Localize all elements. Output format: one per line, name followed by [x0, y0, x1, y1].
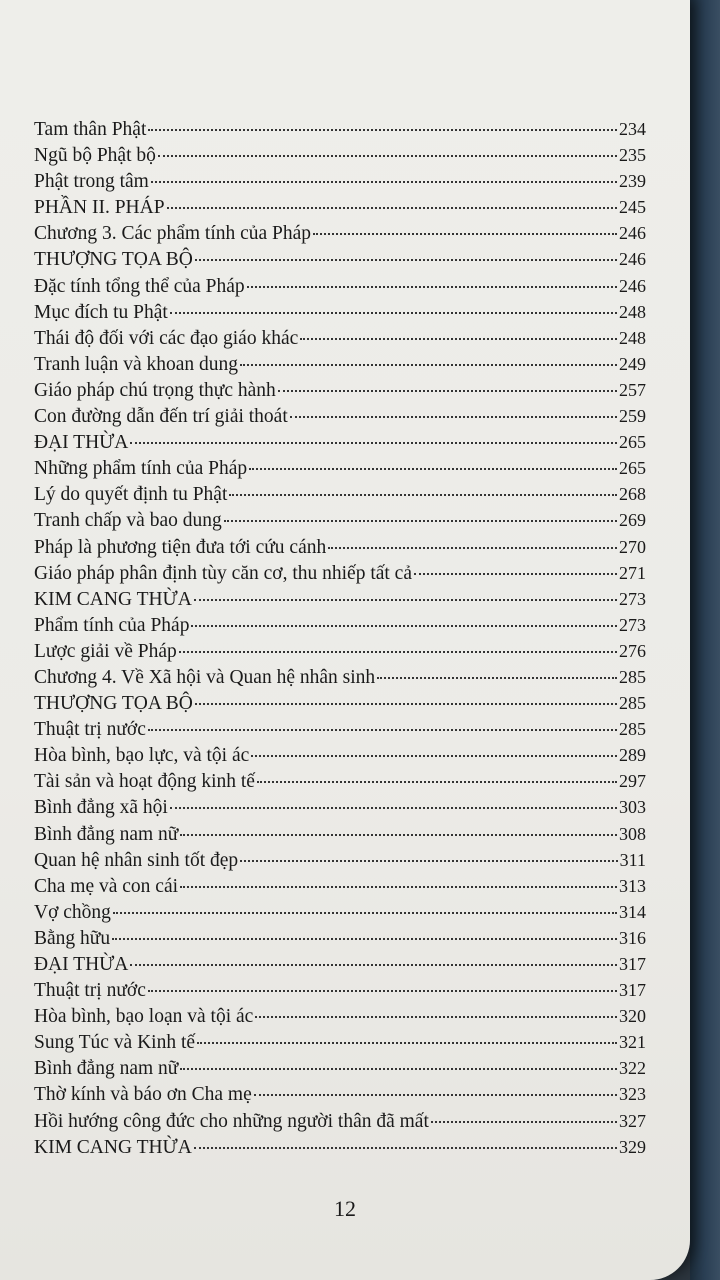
toc-entry	[34, 507, 646, 533]
dot-leader	[251, 755, 617, 757]
toc-entry-title: Bằng hữu	[34, 927, 111, 949]
toc-entry-page: 269	[619, 510, 646, 531]
toc-entry-page: 246	[619, 249, 646, 270]
toc-entry-title: Tam thân Phật	[34, 119, 147, 140]
toc-entry-title: Sung Túc và Kinh tế	[34, 1032, 196, 1054]
toc-entry-page: 248	[619, 327, 646, 348]
dot-leader	[167, 207, 617, 209]
toc-entry-title: Tài sản và hoạt động kinh tế	[34, 771, 255, 793]
toc-entry-page: 314	[619, 901, 646, 922]
toc-entry	[34, 299, 646, 325]
toc-entry	[34, 273, 646, 299]
toc-entry-page: 273	[619, 614, 646, 635]
toc-entry	[34, 951, 646, 977]
toc-entry	[34, 873, 646, 899]
toc-entry-title: Thờ kính và báo ơn Cha mẹ	[34, 1084, 252, 1106]
dot-leader	[300, 338, 617, 340]
toc-entry-page: 317	[619, 954, 646, 974]
toc-entry-title: Bình đẳng nam nữ	[34, 823, 179, 845]
toc-entry-page: 316	[619, 927, 646, 948]
dot-leader	[148, 729, 617, 731]
dot-leader	[148, 129, 617, 131]
toc-entry	[34, 742, 646, 768]
toc-entry-page: 289	[619, 745, 646, 766]
dot-leader	[224, 520, 617, 522]
toc-entry	[34, 116, 646, 142]
dot-leader	[113, 912, 617, 914]
dot-leader	[431, 1121, 617, 1123]
dot-leader	[194, 1147, 617, 1149]
toc-entry-page: 285	[619, 666, 646, 687]
dot-leader	[195, 703, 617, 705]
toc-entry-title: Thái độ đối với các đạo giáo khác	[34, 327, 299, 349]
toc-entry-page: 265	[619, 432, 646, 453]
toc-entry-title: Ngũ bộ Phật bộ	[34, 145, 156, 167]
toc-entry	[34, 1108, 646, 1134]
toc-entry	[34, 847, 646, 873]
toc-entry-page: 249	[619, 353, 646, 374]
toc-entry-title: Thuật trị nước	[34, 719, 146, 741]
toc-entry-page: 303	[619, 797, 646, 818]
toc-entry-title: Phẩm tính của Pháp	[34, 614, 190, 636]
toc-entry	[34, 220, 646, 246]
dot-leader	[240, 860, 617, 862]
toc-entry-page: 321	[619, 1032, 646, 1053]
dot-leader	[112, 938, 617, 940]
toc-entry	[34, 325, 646, 351]
toc-entry-title: Vợ chồng	[34, 901, 111, 923]
toc-entry-title: Mục đích tu Phật	[34, 301, 168, 323]
toc-entry	[34, 1003, 646, 1029]
toc-entry-title: Quan hệ nhân sinh tốt đẹp	[34, 849, 239, 871]
toc-entry-page: 308	[619, 823, 646, 844]
toc-entry	[34, 690, 646, 716]
toc-entry	[34, 716, 646, 742]
toc-entry	[34, 377, 646, 403]
dot-leader	[148, 990, 617, 992]
toc-entry-page: 317	[619, 980, 646, 1001]
toc-entry-page: 259	[619, 406, 646, 427]
toc-entry-title: Giáo pháp phân định tùy căn cơ, thu nhiếp tất cả	[34, 562, 412, 584]
toc-entry-title: Hòa bình, bạo lực, và tội ác	[34, 745, 250, 767]
dot-leader	[194, 599, 617, 601]
toc-entry-page: 246	[619, 275, 646, 296]
dot-leader	[290, 416, 617, 418]
toc-entry	[34, 194, 646, 220]
dot-leader	[170, 807, 617, 809]
toc-entry-title: Đặc tính tổng thể của Pháp	[34, 275, 245, 297]
toc-entry-page: 270	[619, 536, 646, 557]
dot-leader	[130, 964, 617, 966]
toc-entry-title: Những phẩm tính của Pháp	[34, 458, 248, 480]
toc-entry	[34, 403, 646, 429]
toc-entry	[34, 534, 646, 560]
dot-leader	[180, 1068, 617, 1070]
toc-entry-page: 268	[619, 484, 646, 505]
toc-entry-title: Cha mẹ và con cái	[34, 875, 179, 897]
toc-entry	[34, 246, 646, 272]
toc-entry	[34, 481, 646, 507]
dot-leader	[313, 233, 617, 235]
dot-leader	[247, 286, 617, 288]
toc-entry	[34, 664, 646, 690]
toc-entry-page: 297	[619, 771, 646, 792]
toc-entry	[34, 925, 646, 951]
toc-entry-page: 320	[619, 1006, 646, 1027]
dot-leader	[240, 364, 617, 366]
table-of-contents	[34, 116, 646, 1160]
toc-entry-title: Bình đẳng xã hội	[34, 797, 168, 819]
toc-entry-title: Giáo pháp chú trọng thực hành	[34, 379, 276, 401]
dot-leader	[255, 1016, 617, 1018]
toc-entry	[34, 1055, 646, 1081]
toc-entry-title: Hồi hướng công đức cho những người thân đã mất	[34, 1110, 429, 1132]
toc-entry	[34, 586, 646, 612]
toc-entry-page: 245	[619, 197, 646, 218]
toc-entry-page: 248	[619, 301, 646, 322]
toc-entry-page: 313	[619, 875, 646, 896]
dot-leader	[328, 547, 617, 549]
toc-entry-title: PHẦN II. PHÁP	[34, 197, 165, 219]
dot-leader	[254, 1094, 617, 1096]
toc-entry-title: Lược giải về Pháp	[34, 640, 177, 662]
toc-entry-page: 239	[619, 171, 646, 192]
toc-entry-title: THƯỢNG TỌA BỘ	[34, 249, 193, 271]
dot-leader	[414, 573, 617, 575]
dot-leader	[191, 625, 617, 627]
dot-leader	[229, 494, 617, 496]
page-number: 12	[334, 1196, 356, 1221]
toc-entry-title: Tranh luận và khoan dung	[34, 353, 239, 375]
dot-leader	[179, 651, 617, 653]
toc-entry	[34, 455, 646, 481]
dot-leader	[170, 312, 617, 314]
toc-entry-page: 285	[619, 719, 646, 740]
toc-entry-page: 273	[619, 588, 646, 609]
toc-entry-title: Lý do quyết định tu Phật	[34, 484, 228, 506]
toc-entry	[34, 612, 646, 638]
toc-entry-title: Tranh chấp và bao dung	[34, 510, 222, 532]
toc-entry-title: Chương 4. Về Xã hội và Quan hệ nhân sinh	[34, 666, 376, 688]
toc-entry	[34, 168, 646, 194]
toc-entry-title: KIM CANG THỪA	[34, 1136, 192, 1158]
dot-leader	[377, 677, 617, 679]
toc-entry	[34, 1081, 646, 1107]
toc-entry	[34, 351, 646, 377]
toc-entry-page: 329	[619, 1136, 646, 1157]
toc-entry-page: 285	[619, 693, 646, 714]
toc-entry-title: Pháp là phương tiện đưa tới cứu cánh	[34, 536, 327, 558]
toc-entry-page: 246	[619, 223, 646, 244]
dot-leader	[195, 259, 617, 261]
toc-entry-title: Bình đẳng nam nữ	[34, 1058, 179, 1080]
toc-entry-page: 234	[619, 119, 646, 139]
toc-entry	[34, 638, 646, 664]
toc-entry-title: Thuật trị nước	[34, 980, 146, 1002]
dot-leader	[180, 886, 617, 888]
toc-entry-page: 327	[619, 1110, 646, 1131]
toc-entry	[34, 977, 646, 1003]
toc-entry-title: Chương 3. Các phẩm tính của Pháp	[34, 223, 312, 245]
toc-entry-page: 322	[619, 1058, 646, 1079]
toc-entry	[34, 899, 646, 925]
dot-leader	[130, 442, 617, 444]
toc-entry-page: 276	[619, 640, 646, 661]
toc-entry-title: ĐẠI THỪA	[34, 954, 129, 975]
dot-leader	[278, 390, 617, 392]
dot-leader	[257, 781, 617, 783]
toc-entry	[34, 1134, 646, 1160]
toc-entry	[34, 768, 646, 794]
dot-leader	[197, 1042, 617, 1044]
toc-entry-title: THƯỢNG TỌA BỘ	[34, 693, 193, 715]
toc-entry	[34, 821, 646, 847]
toc-entry-title: Con đường dẫn đến trí giải thoát	[34, 406, 288, 428]
toc-entry-page: 235	[619, 145, 646, 166]
toc-entry-page: 311	[619, 849, 646, 870]
toc-entry	[34, 429, 646, 455]
toc-entry	[34, 1029, 646, 1055]
toc-entry-title: ĐẠI THỪA	[34, 432, 129, 454]
toc-entry-page: 271	[619, 562, 646, 583]
dot-leader	[249, 468, 617, 470]
toc-entry-title: Phật trong tâm	[34, 171, 149, 193]
dot-leader	[151, 181, 617, 183]
toc-entry-title: KIM CANG THỪA	[34, 588, 192, 610]
dot-leader	[180, 834, 617, 836]
toc-entry	[34, 794, 646, 820]
dot-leader	[158, 155, 617, 157]
book-spine	[690, 0, 720, 1280]
toc-entry	[34, 560, 646, 586]
toc-entry-page: 265	[619, 458, 646, 479]
toc-entry-title: Hòa bình, bạo loạn và tội ác	[34, 1006, 254, 1028]
toc-entry	[34, 142, 646, 168]
toc-entry-page: 323	[619, 1084, 646, 1105]
toc-entry-page: 257	[619, 379, 646, 400]
